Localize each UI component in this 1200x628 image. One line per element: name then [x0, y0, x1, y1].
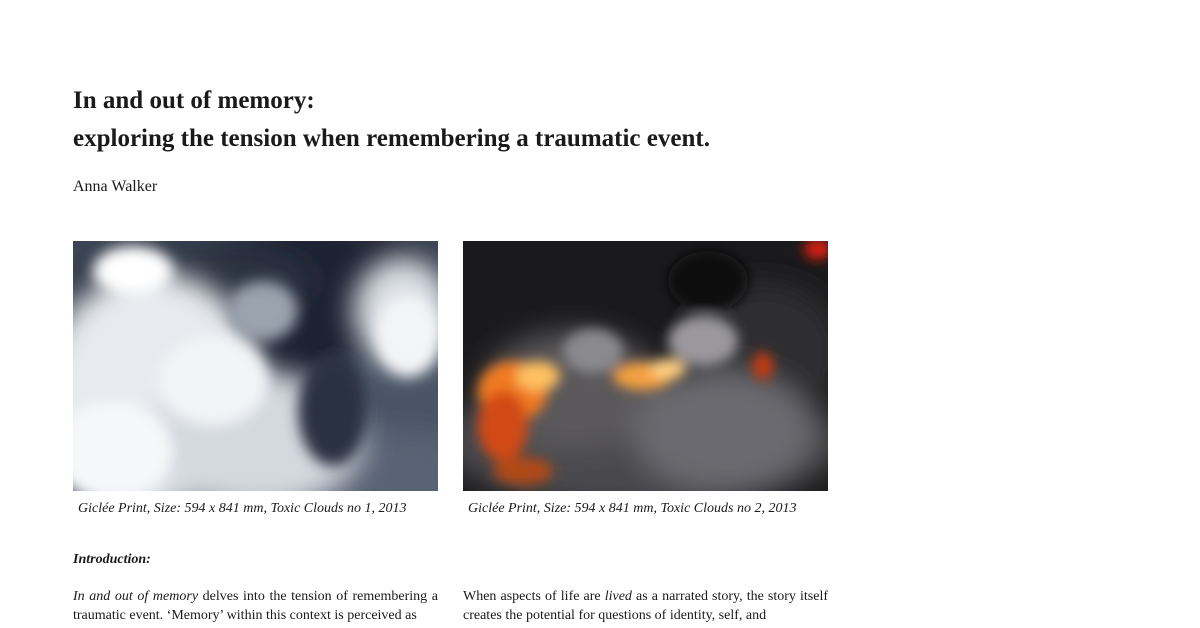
column-2-lead: When aspects of life are: [463, 589, 605, 604]
figure-caption-1: Giclée Print, Size: 594 x 841 mm, Toxic Clouds no 1, 2013: [78, 501, 407, 516]
figure-toxic-clouds-2: [463, 241, 828, 491]
paper-title-line-2: exploring the tension when remembering a traumatic event.: [73, 125, 710, 152]
lived-emphasis: lived: [604, 589, 632, 604]
smoke-clouds-image: [73, 241, 438, 491]
figure-toxic-clouds-1: [73, 241, 438, 491]
introduction-heading: Introduction:: [73, 552, 151, 567]
introduction-column-1: [73, 587, 438, 625]
introduction-column-2: [463, 587, 828, 625]
fire-smoke-image: [463, 241, 828, 491]
column-2-text: as a narrated story, the story itself creates the potential for questions of identity, self, and: [463, 589, 828, 623]
title-emphasis: In and out of memory: [73, 589, 199, 604]
paper-title-line-1: In and out of memory:: [73, 87, 315, 114]
figure-caption-2: Giclée Print, Size: 594 x 841 mm, Toxic Clouds no 2, 2013: [468, 501, 797, 516]
author-name: Anna Walker: [73, 178, 158, 195]
column-1-text: delves into the tension of remembering a traumatic event. ‘Memory’ within this context is perceived as: [73, 589, 438, 623]
